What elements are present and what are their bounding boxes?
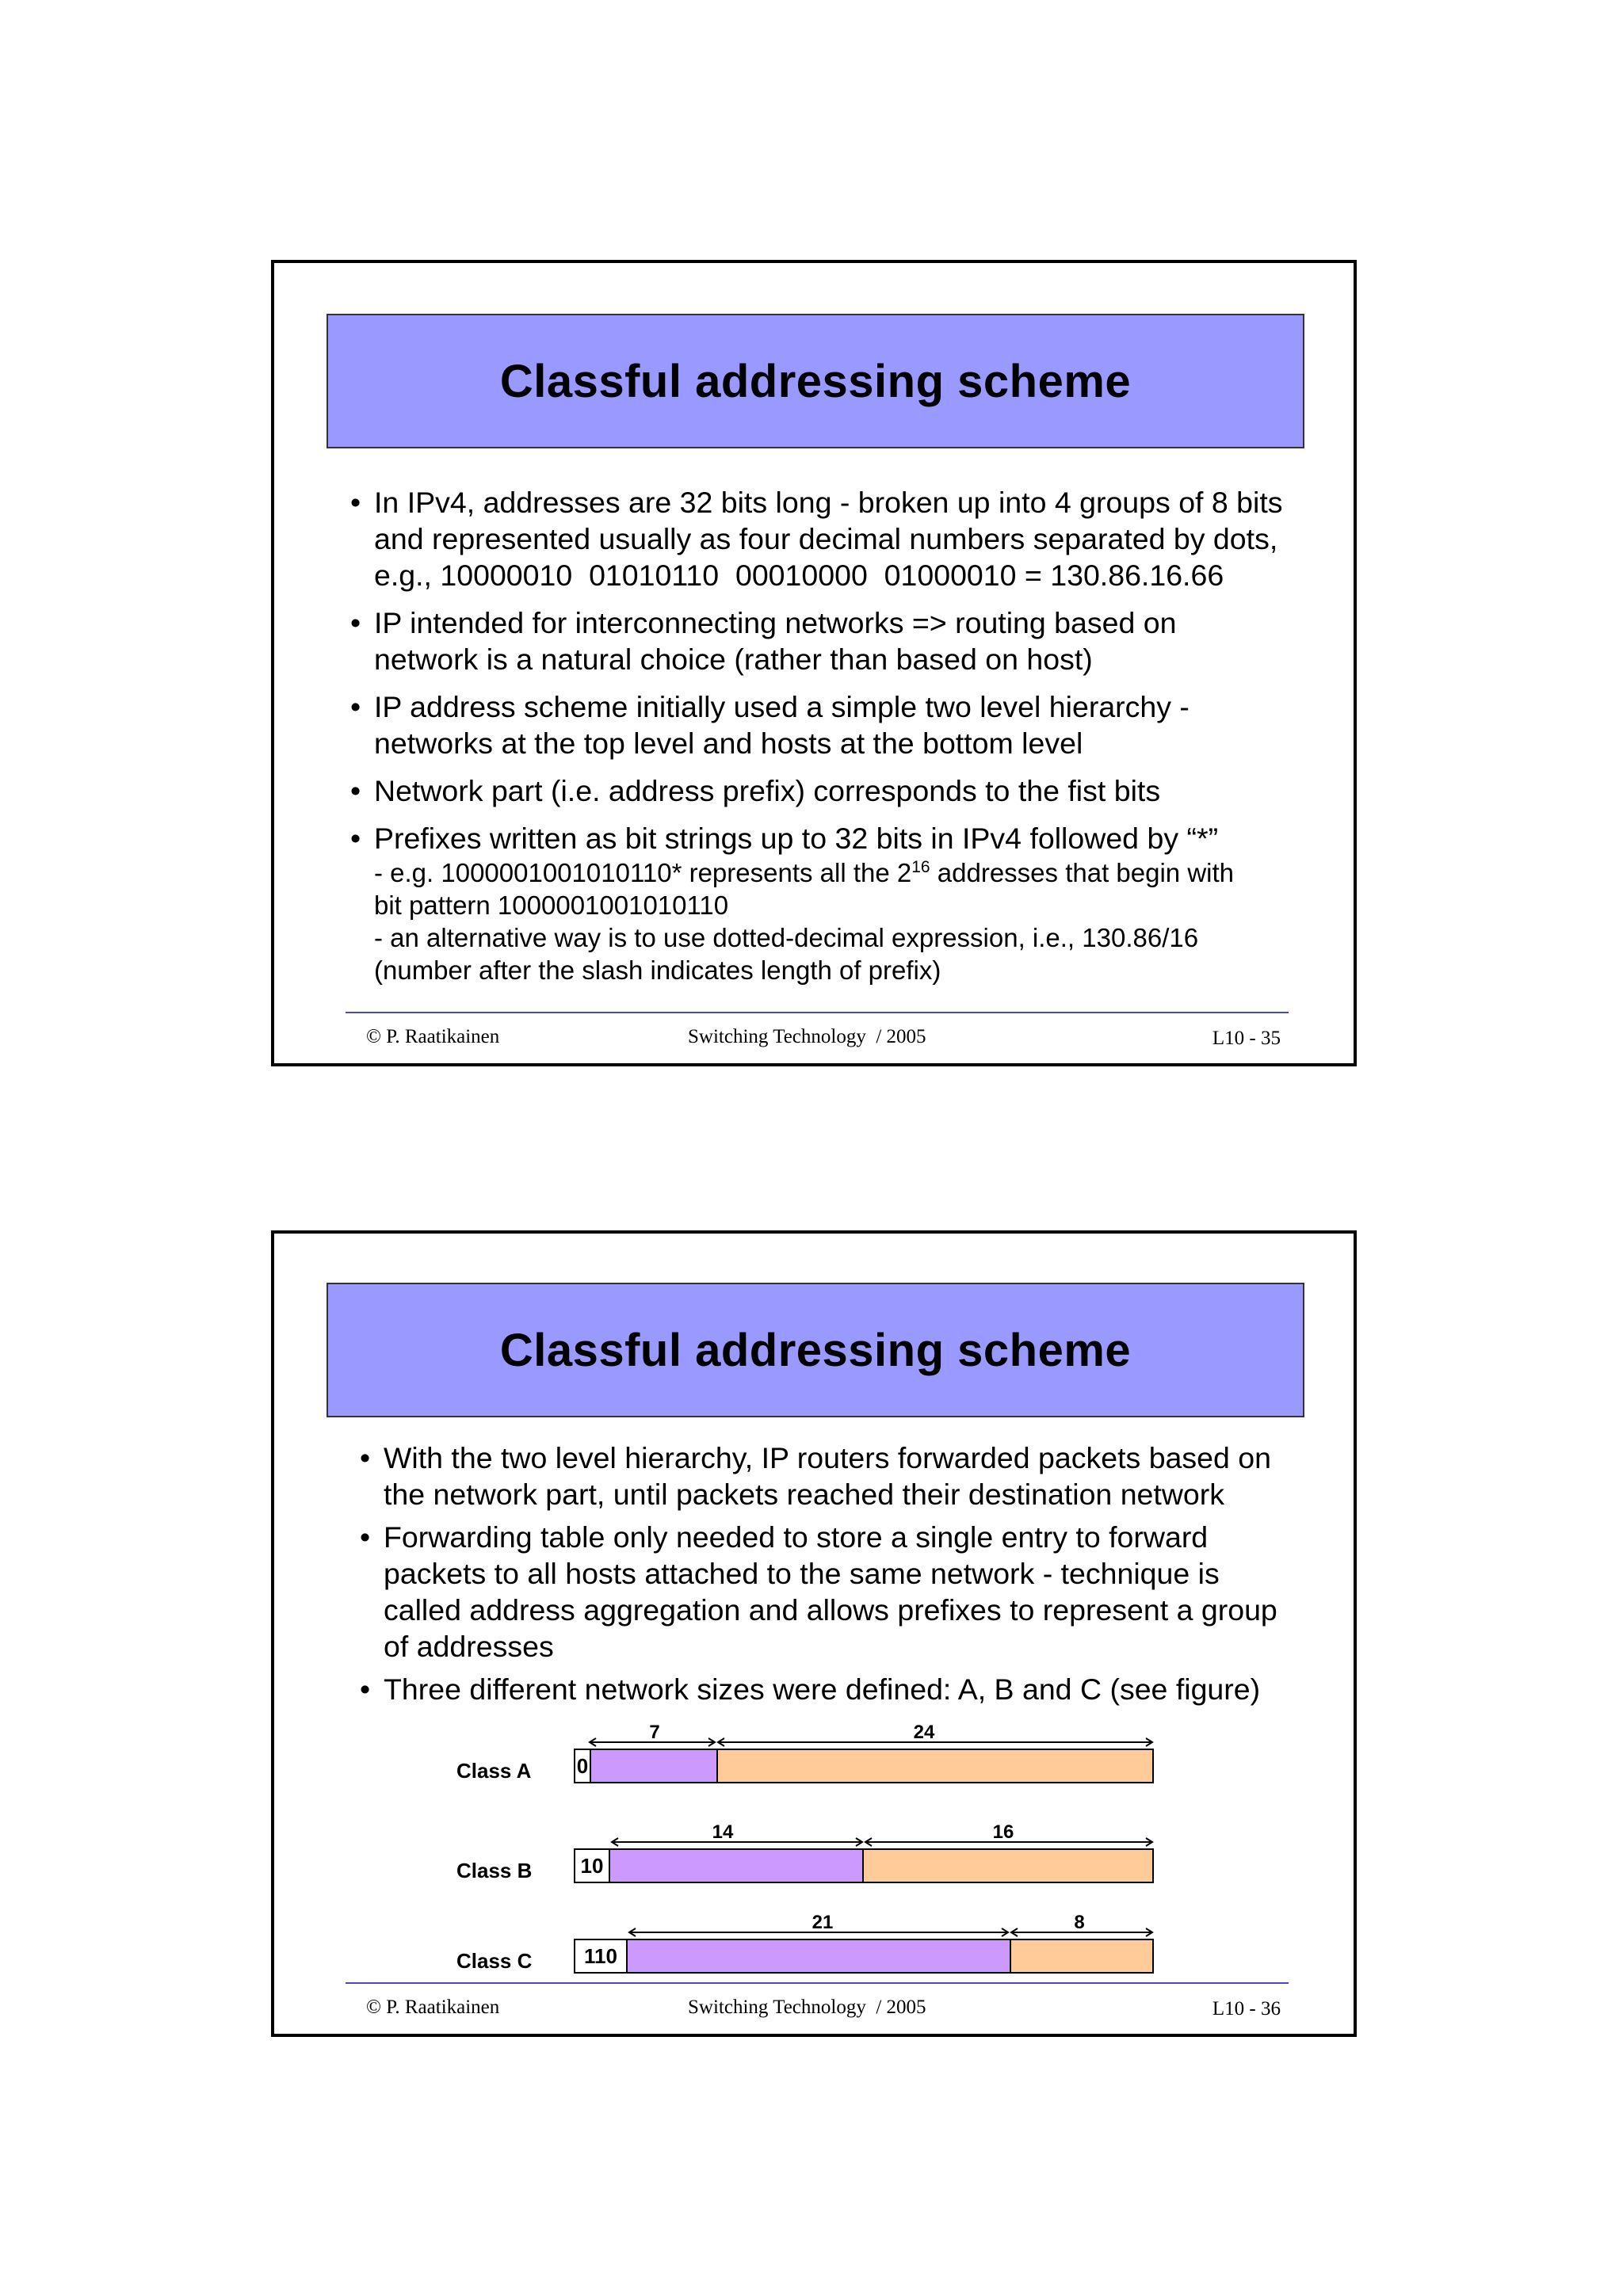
footer-page-number: L10 - 35 [1212, 1028, 1281, 1049]
bullet-line: the network part, until packets reached their destination network [384, 1478, 1225, 1511]
class-b-network-arrow-icon [610, 1836, 864, 1848]
bullet-line: Network part (i.e. address prefix) corresponds to the fist bits [374, 774, 1161, 807]
sub-line: addresses that begin with [930, 858, 1235, 887]
bullet-dot-icon: • [350, 774, 361, 807]
class-c-label: Class C [456, 1949, 533, 1973]
bullet-line: In IPv4, addresses are 32 bits long - broken up into 4 groups of 8 bits [374, 486, 1283, 519]
bullet-dot-icon: • [360, 1520, 371, 1554]
slide-title: Classful addressing scheme [499, 1324, 1132, 1376]
class-b-label: Class B [456, 1859, 533, 1882]
bullet-line: Prefixes written as bit strings up to 32 bits in IPv4 followed by “*” [374, 822, 1219, 855]
footer-course: Switching Technology / 2005 [688, 1026, 926, 1047]
bullet-line: of addresses [384, 1630, 554, 1663]
class-b-host-field [862, 1848, 1154, 1883]
slide-title-banner [327, 1283, 1304, 1417]
class-c-network-field [626, 1939, 1011, 1974]
footer-course: Switching Technology / 2005 [688, 1997, 926, 2018]
class-a-network-arrow-icon [588, 1737, 716, 1748]
bullet-item [360, 1519, 1335, 1665]
class-a-host-bits: 24 [913, 1722, 935, 1743]
class-c-prefix-box: 110 [574, 1939, 628, 1974]
class-a-host-field [716, 1749, 1154, 1783]
bullet-line: e.g., 10000010 01010110 00010000 01000010 = 130.86.16.66 [374, 559, 1224, 592]
class-c-host-field [1010, 1939, 1154, 1974]
class-a-prefix-box: 0 [574, 1749, 591, 1783]
bullet-item [360, 1671, 1335, 1707]
bullet-item [350, 688, 1325, 761]
sub-line: (number after the slash indicates length of prefix) [374, 955, 941, 985]
class-b-network-field [609, 1848, 864, 1883]
footer-divider [346, 1982, 1289, 1984]
bullet-item [360, 1440, 1335, 1512]
bullet-line: called address aggregation and allows prefixes to represent a group [384, 1593, 1277, 1627]
bullet-line: With the two level hierarchy, IP routers forwarded packets based on [384, 1441, 1272, 1474]
bullet-item [350, 772, 1325, 809]
bullet-dot-icon: • [350, 606, 361, 639]
bullet-line: Three different network sizes were defined: A, B and C (see figure) [384, 1672, 1261, 1706]
sub-line: bit pattern 1000001001010110 [374, 891, 729, 920]
slide-l10-36 [271, 1230, 1357, 2037]
footer-page-number: L10 - 36 [1212, 1998, 1281, 2019]
bullet-dot-icon: • [350, 486, 361, 519]
footer-author: © P. Raatikainen [366, 1026, 500, 1047]
class-b-host-arrow-icon [864, 1836, 1154, 1848]
bullet-list [350, 484, 1325, 997]
class-b-host-bits: 16 [992, 1821, 1014, 1843]
bullet-line: IP intended for interconnecting networks => routing based on [374, 606, 1177, 639]
slide-l10-35 [271, 260, 1357, 1066]
footer-author: © P. Raatikainen [366, 1997, 500, 2018]
bullet-item [350, 605, 1325, 677]
bullet-dot-icon: • [360, 1441, 371, 1474]
bullet-dot-icon: • [360, 1672, 371, 1706]
slide-title: Classful addressing scheme [499, 355, 1132, 407]
bullet-line: networks at the top level and hosts at the bottom level [374, 727, 1083, 760]
footer-divider [346, 1012, 1289, 1013]
sub-line: - e.g. 1000001001010110* represents all the 2 [374, 858, 912, 887]
class-c-host-arrow-icon [1010, 1927, 1154, 1938]
class-c-host-bits: 8 [1074, 1912, 1085, 1933]
superscript-exponent: 16 [911, 858, 930, 876]
bullet-line: network is a natural choice (rather than based on host) [374, 643, 1093, 676]
bullet-line: Forwarding table only needed to store a single entry to forward [384, 1520, 1209, 1554]
bullet-line: packets to all hosts attached to the same network - technique is [384, 1557, 1220, 1590]
class-a-label: Class A [456, 1759, 532, 1783]
class-b-network-bits: 14 [712, 1821, 734, 1843]
sub-line: - an alternative way is to use dotted-decimal expression, i.e., 130.86/16 [374, 923, 1199, 952]
bullet-item [350, 820, 1325, 986]
bullet-item [350, 484, 1325, 593]
bullet-dot-icon: • [350, 690, 361, 723]
class-a-network-bits: 7 [649, 1722, 660, 1743]
class-c-network-bits: 21 [812, 1912, 834, 1933]
bullet-line: IP address scheme initially used a simple two level hierarchy - [374, 690, 1190, 723]
class-a-network-field [590, 1749, 718, 1783]
bullet-list [360, 1440, 1335, 1718]
bullet-line: and represented usually as four decimal numbers separated by dots, [374, 522, 1278, 555]
bullet-dot-icon: • [350, 822, 361, 855]
class-a-host-arrow-icon [716, 1737, 1154, 1748]
bullet-subtext [374, 856, 1325, 986]
class-b-prefix-box: 10 [574, 1848, 610, 1883]
slide-title-banner [327, 314, 1304, 448]
class-c-network-arrow-icon [628, 1927, 1010, 1938]
